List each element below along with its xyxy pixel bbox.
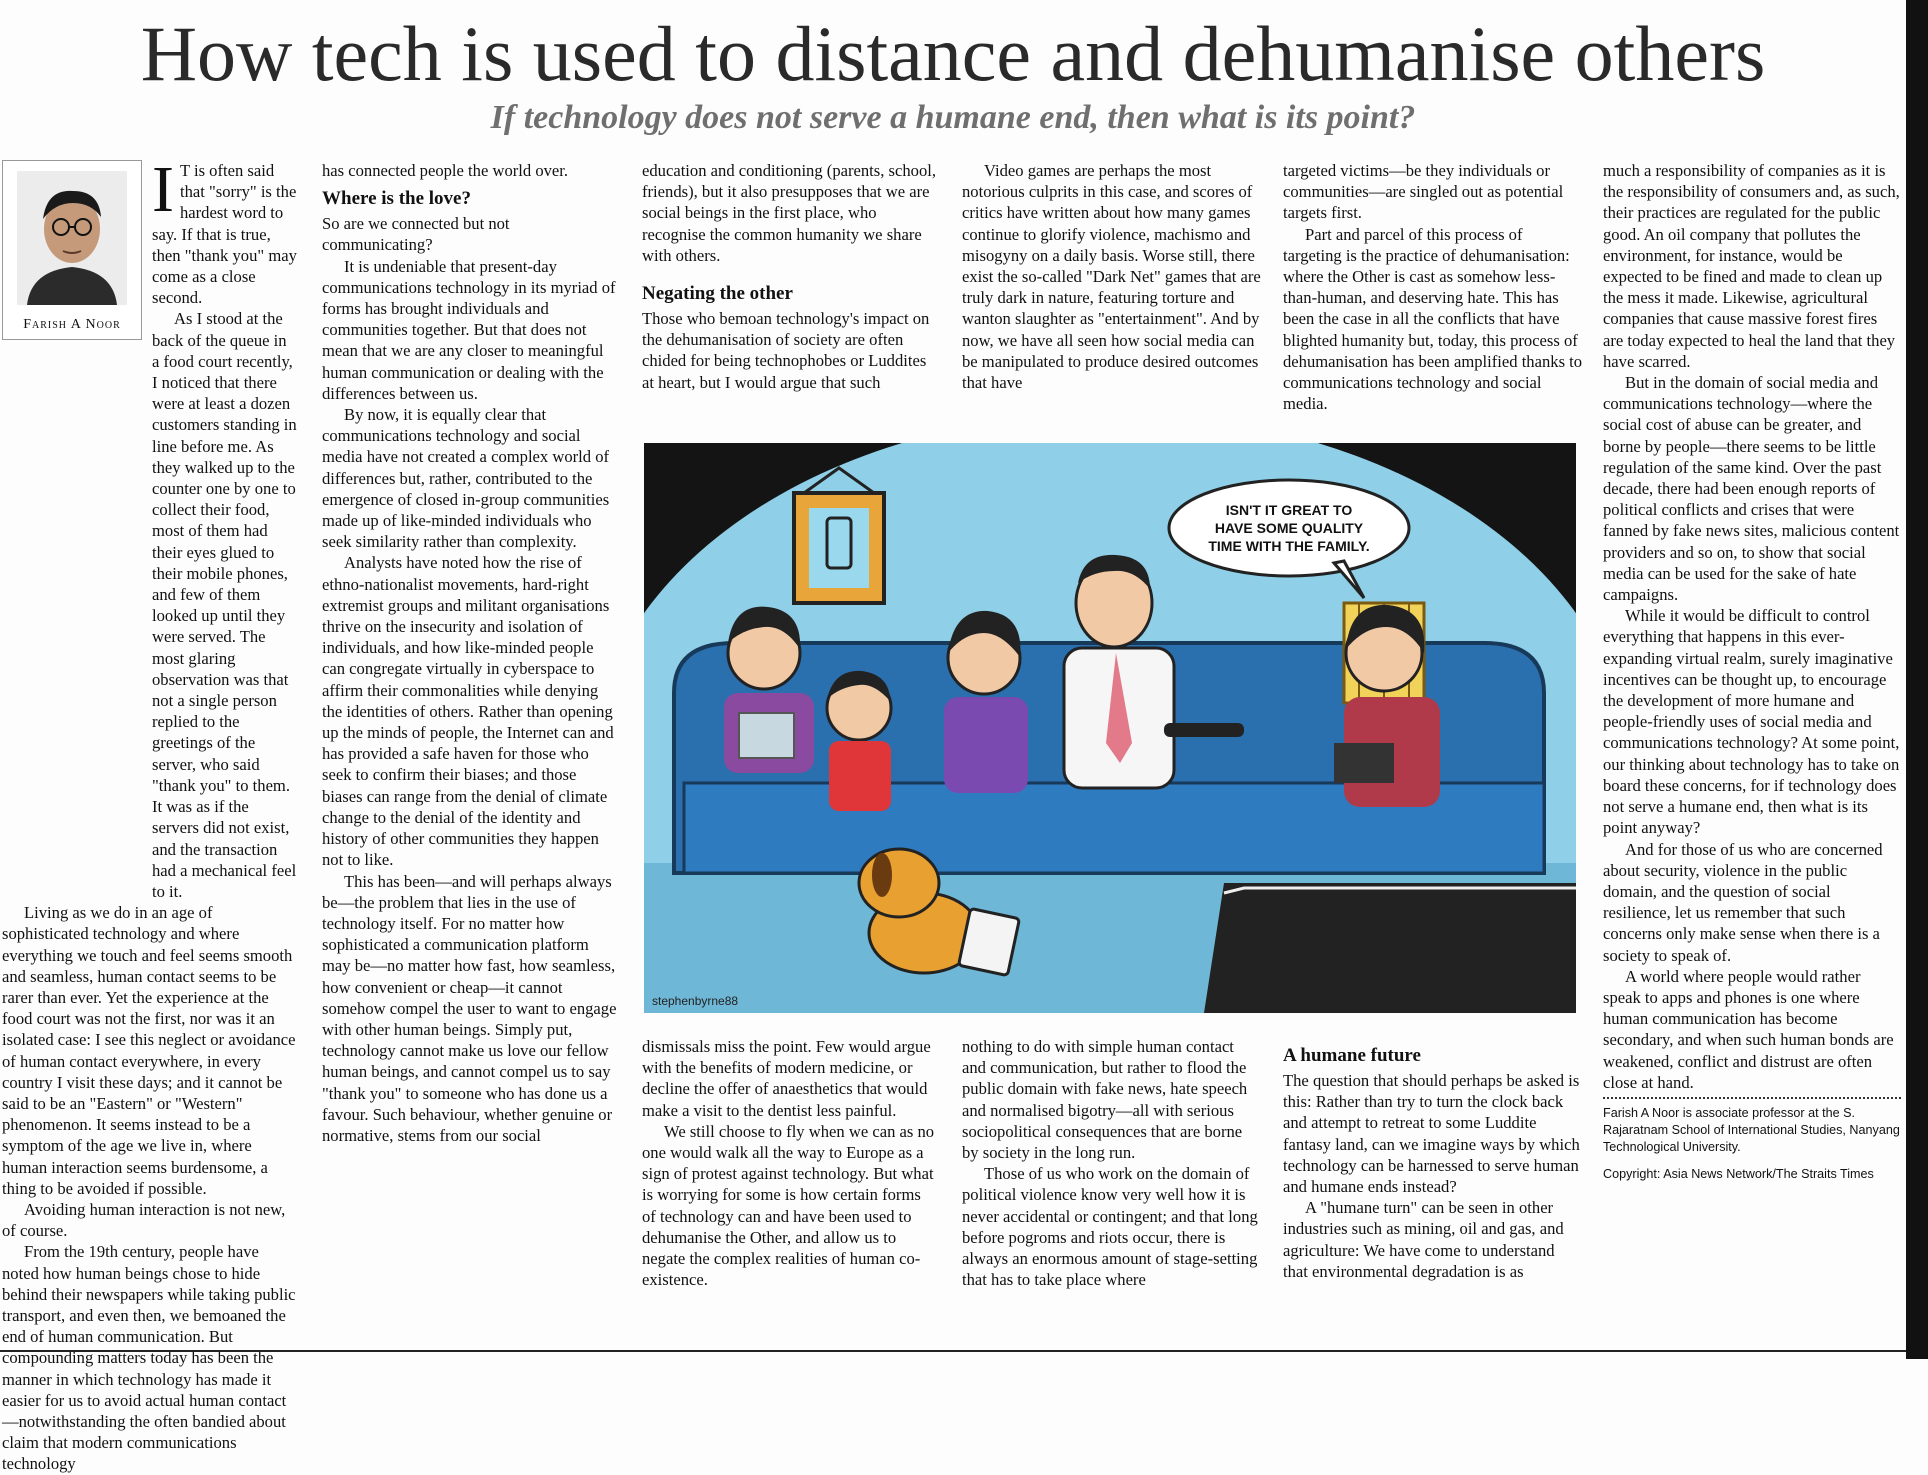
cartoon-signature: stephenbyrne88 (652, 994, 739, 1008)
bottom-rule (0, 1350, 1906, 1352)
speech-line: ISN'T IT GREAT TO (1225, 502, 1353, 518)
paragraph: This has been—and will perhaps always be—the problem that lies in the use of technology itself. For no matter how sophisticated a communication platform may be—no matter how fast, how seamless, how convenient or cheap—it cannot somehow compel the user to want to engage with other human beings. Simply put, technology cannot make us love our fellow human beings, and cannot compel us to say "thank you" to someone who has done us a favour. Such behaviour, whether genuine or normative, stems from our social (322, 871, 617, 1145)
paragraph: Video games are perhaps the most notorious culprits in this case, and scores of critics have written about how many games continue to glorify violence, machismo and misogyny on a daily basis. Worse still, there exist the so-called "Dark Net" games that are truly dark in nature, featuring torture and wanton slaughter as "entertainment". And by now, we have all seen how social media can be manipulated to produce desired outcomes that have (962, 161, 1261, 393)
author-bio: Farish A Noor is associate professor at the S. Rajaratnam School of International Studies, Nanyang Technological University. (1603, 1105, 1900, 1154)
paragraph: While it would be difficult to control everything that happens in this ever-expanding virtual realm, surely imaginative incentives can be thought up, to encourage the development of more humane and people-friendly uses of social media and communications technology? At some point, our thinking about technology has to take on board these concerns, for if technology does not serve a humane end, then what is its point anyway? (1603, 606, 1900, 838)
paragraph: But in the domain of social media and communications technology—where the social cost of abuse can be greater, and borne by people—there seems to be little regulation of the same kind. Over the past decade, there had been enough reports of political conflicts and crises that were fanned by fake news sites, malicious content providers and so on, to show that social media can be used for the sake of hate campaigns. (1603, 373, 1900, 605)
author-photo (17, 171, 127, 305)
headline: How tech is used to distance and dehumanise others (140, 10, 1766, 97)
paragraph: Analysts have noted how the rise of ethno-nationalist movements, hard-right extremist groups and militant organisations thrive on the insecurity and isolation of individuals, and how like-minded people can congregate virtually in cyberspace to affirm their commonalities while denying the identities of others. Rather than opening up the minds of people, the Internet can and has provided a safe haven for those who seek to confirm their biases; and those biases can range from the denial of climate change to the denial of the identity and history of other communities they happen not to like. (322, 553, 614, 870)
column-4 (962, 160, 1262, 393)
paragraph: much a responsibility of companies as it is the responsibility of consumers and, as such, their practices are regulated for the public good. An oil company that pollutes the environment, for instance, would be expected to be fined and made to clean up the mess it made. Likewise, agricultural companies that cause massive forest fires are today expected to heal the land that they have scarred. (1603, 161, 1900, 371)
paragraph: By now, it is equally clear that communications technology and social media have not created a complex world of differences but, rather, contributed to the emergence of closed in-group communities made up of like-minded individuals who seek similarity rather than complexity. (322, 405, 610, 552)
paragraph: A world where people would rather speak to apps and phones is one where human communication has become secondary, and when such human bonds are weakened, conflict and distrust are often close at hand. (1603, 966, 1894, 1092)
paragraph: Those of us who work on the domain of political violence know very well how it is never accidental or contingent; and that long before pogroms and riots occur, there is always an enormous amount of stage-setting that has to take place where (962, 1164, 1258, 1290)
paragraph: A "humane turn" can be seen in other industries such as mining, oil and gas, and agriculture: We have come to understand that environmental degradation is as (1283, 1198, 1564, 1281)
paragraph: Living as we do in an age of sophisticated technology and where everything we touch and feel seems smooth and seamless, human contact seems to be rarer than ever. Yet the experience at the food court was not the first, nor was it an isolated case: I see this neglect or avoidance of human contact everywhere, in every country I visit these days; and it cannot be said to be an "Eastern" or "Western" phenomenon. It seems instead to be a symptom of the age we live in, where human interaction seems burdensome, a thing to be avoided if possible. (2, 903, 296, 1198)
paragraph: Those who bemoan technology's impact on the dehumanisation of society are often chided for being technophobes or Luddites at heart, but I would argue that such (642, 309, 930, 392)
cartoon-illustration (644, 443, 1576, 1013)
column-6 (1603, 160, 1901, 1183)
page-edge-bar (1906, 0, 1928, 1359)
paragraph: The question that should perhaps be asked is this: Rather than try to turn the clock back and attempt to retreat to some Luddite fantasy land, can we imagine ways by which technology can be harnessed to serve human and humane ends instead? (1283, 1071, 1580, 1197)
speech-line: TIME WITH THE FAMILY. (1208, 538, 1370, 554)
paragraph: From the 19th century, people have noted how human beings chose to hide behind their newspapers while taking public transport, and even then, we bemoaned the end of human communication. But compounding matters today has been the manner in which technology has made it easier for us to avoid actual human contact—notwithstanding the often bandied about claim that modern communications technology (2, 1242, 296, 1474)
column-3 (642, 160, 938, 393)
paragraph: So are we connected but not communicating? (322, 214, 510, 255)
section-heading: A humane future (1283, 1045, 1421, 1066)
column-2 (322, 160, 618, 1146)
drop-cap: I (152, 153, 174, 226)
paragraph: We still choose to fly when we can as no one would walk all the way to Europe as a sign of protest against technology. But what is worrying for some is how certain forms of technology can and have been used to dehumanise the Other, and allow us to negate the complex realities of human co-existence. (642, 1121, 935, 1290)
paragraph: As I stood at the back of the queue in a food court recently, I noticed that there were at least a dozen customers standing in line before me. As they walked up to the counter one by one to collect their food, most of them had their eyes glued to their mobile phones, and few of them looked up until they were served. The most glaring observation was that not a single person replied to the greetings of the server, who said "thank you" to them. It was as if the servers did not exist, and the transaction had a mechanical feel to it. (152, 309, 297, 901)
column-3-lower (642, 1036, 938, 1290)
copyright-line: Copyright: Asia News Network/The Straits Times (1603, 1166, 1874, 1181)
column-4-lower (962, 1036, 1262, 1290)
section-heading: Negating the other (642, 283, 793, 305)
divider (1603, 1097, 1901, 1099)
section-heading: Where is the love? (322, 188, 471, 210)
speech-line: HAVE SOME QUALITY (1214, 520, 1364, 536)
paragraph: Avoiding human interaction is not new, of course. (2, 1199, 286, 1241)
intro-paragraph (152, 153, 298, 308)
paragraph: dismissals miss the point. Few would argue with the benefits of modern medicine, or decline the offer of anaesthetics that would make a visit to the dentist less painful. (642, 1037, 931, 1120)
intro-text: T is often said that "sorry" is the hardest word to say. If that is true, then "thank you" may come as a close second. (152, 161, 297, 308)
paragraph: has connected people the world over. (322, 161, 569, 180)
column-5 (1283, 160, 1583, 414)
subhead: If technology does not serve a humane end, then what is its point? (490, 99, 1416, 136)
author-box (2, 160, 142, 340)
paragraph: nothing to do with simple human contact and communication, but rather to flood the public domain with fake news, hate speech and normalised bigotry—all with serious sociopolitical consequences that are borne by society in the long run. (962, 1037, 1248, 1163)
paragraph: Part and parcel of this process of targeting is the practice of dehumanisation: where the Other is cast as somehow less-than-human, and deserving hate. This has been the case in all the conflicts that have blighted humanity but, today, this process of dehumanisation has been amplified thanks to communications technology and social media. (1283, 224, 1583, 414)
column-5-lower (1283, 1044, 1583, 1282)
column-1 (2, 153, 298, 1475)
author-name: Farish A Noor (23, 317, 121, 332)
paragraph: education and conditioning (parents, school, friends), but it also presupposes that we are social beings in the first place, who recognise the common humanity we share with others. (642, 161, 937, 265)
paragraph: targeted victims—be they individuals or communities—are singled out as potential targets first. (1283, 161, 1564, 223)
paragraph: It is undeniable that present-day communications technology in its myriad of forms has brought individuals and communities together. But that does not mean that we are any closer to meaningful human communication or dealing with the differences between us. (322, 256, 616, 403)
paragraph: And for those of us who are concerned about security, violence in the public domain, and the question of social resilience, let us remember that such concerns only make sense when there is a society to speak of. (1603, 839, 1883, 965)
